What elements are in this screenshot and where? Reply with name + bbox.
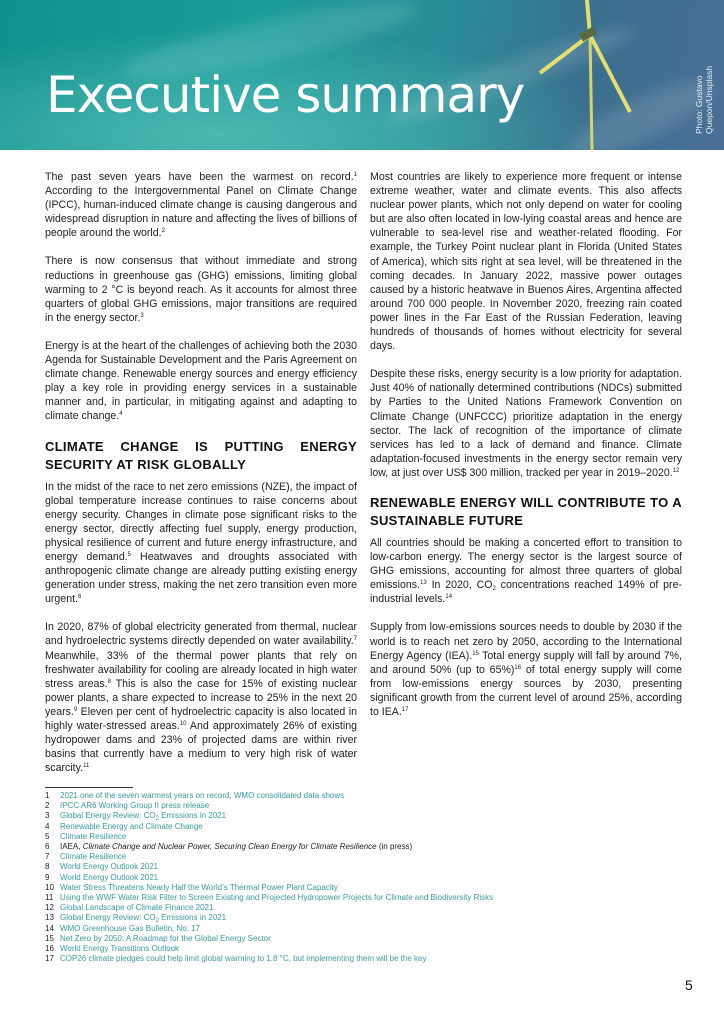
footnote-item	[45, 944, 493, 954]
footnote-number: 11	[45, 893, 54, 903]
page-title: Executive summary	[46, 66, 525, 124]
footnote-number: 16	[45, 944, 54, 954]
paragraph	[370, 170, 682, 353]
footnote-item	[45, 862, 493, 872]
footnote-item	[45, 822, 493, 832]
footnotes	[45, 791, 493, 964]
footnote-divider	[45, 787, 133, 788]
text-run: Total energy supply will fall by around 7%, and around 50% (up to 65%)	[370, 649, 682, 676]
text-run: Net Zero by 2050: A Roadmap for the Global Energy Sector	[60, 933, 271, 943]
paragraph	[370, 536, 682, 606]
footnote-ref[interactable]: 10	[179, 721, 187, 727]
footnote-link[interactable]	[60, 944, 179, 953]
footnote-number: 12	[45, 903, 54, 913]
text-run: Eleven per cent of hydroelectric capacity is also located in highly water-stressed areas.	[45, 705, 357, 732]
footnote-item	[45, 883, 493, 893]
text-run: RENEWABLE ENERGY WILL CONTRIBUTE TO A SUSTAINABLE FUTURE	[370, 494, 682, 528]
text-run: Global Energy Review: CO	[60, 811, 156, 821]
text-run: In 2020, 87% of global electricity generated from thermal, nuclear and hydroelectric systems directly depended on water availability.	[45, 621, 357, 648]
footnote-item	[45, 913, 493, 923]
text-run: WMO Greenhouse Gas Bulletin, No. 17	[60, 923, 201, 933]
footnote-number: 7	[45, 852, 50, 862]
text-run: CLIMATE CHANGE IS PUTTING ENERGY SECURITY AT RISK GLOBALLY	[45, 438, 357, 472]
text-run: In the midst of the race to net zero emissions (NZE), the impact of global temperature increase continues to raise concerns about energy security. Changes in climate pose significant risks to the energy sector, directly affecting fuel supply, energy production, physical resilience of current and future energy infrastructure, and energy demand.	[45, 480, 357, 563]
footnote-number: 9	[45, 872, 50, 882]
text-run: of total energy supply will come from low-emissions energy sources by 2030, presenting significant growth from the current level of around 25%, according to IEA.	[370, 663, 682, 718]
text-run: There is now consensus that without immediate and strong reductions in greenhouse gas (GHG) emissions, limiting global warming to 2 °C is beyond reach. As it accounts for almost three quarters of global GHG emissions, major transitions are required in the energy sector.	[45, 255, 357, 324]
footnote-link[interactable]	[60, 883, 338, 892]
footnote-ref[interactable]: 2	[161, 228, 165, 235]
footnote-item	[45, 791, 493, 801]
text-run: According to the Intergovernmental Panel on Climate Change (IPCC), human-induced climate change is causing dangerous and widespread disruption in nature and affecting the lives of billions of people around the world.	[45, 185, 357, 240]
footnote-link[interactable]	[60, 954, 427, 963]
footnote-link[interactable]	[60, 913, 227, 925]
text-run: Energy is at the heart of the challenges of achieving both the 2030 Agenda for Sustainable Development and the Paris Agreement on climate change. Renewable energy sources and energy efficiency play a key role in providing energy services in a sustainable manner and, in particular, in mitigating against and adapting to climate change.	[45, 339, 357, 423]
footnote-link[interactable]	[60, 811, 227, 823]
footnote-item	[45, 893, 493, 903]
footnote-ref[interactable]: 6	[77, 594, 82, 601]
text-run: Global Energy Review: CO	[60, 913, 156, 923]
text-run: Climate Resilience	[60, 852, 127, 862]
footnote-link[interactable]	[60, 852, 126, 861]
text-run: Despite these risks, energy security is a low priority for adaptation. Just 40% of nationally determined contributions (NDCs) submitted by Parties to the United Nations Framework Convention on Climate Change (UNFCCC) prioritize adaptation in the energy sector. The lack of recognition of the importance of climate services has led to a lack of demand and finance. Climate adaptation-focused investments in the energy sector remain very low, at just over US$ 300 million, tracked per year in 2019–2020.	[370, 368, 682, 479]
photo-credit	[694, 66, 714, 134]
paragraph	[370, 620, 682, 719]
footnote-link[interactable]	[60, 791, 344, 800]
text-run: (in press)	[376, 842, 413, 852]
footnote-link[interactable]	[60, 801, 209, 810]
footnote-number: 17	[45, 954, 54, 964]
footnote-link[interactable]	[60, 924, 200, 933]
footnote-ref[interactable]: 12	[672, 467, 680, 474]
footnote-item	[45, 852, 493, 862]
text-run: COP26 climate pledges could help limit global warming to 1.8 °C, but implementing them will be the key	[60, 954, 427, 964]
footnote-link[interactable]	[60, 903, 213, 912]
footnote-link[interactable]	[60, 822, 203, 831]
photo-credit-line: Photo: Gustavo	[694, 75, 704, 134]
footnote-ref[interactable]: 4	[119, 411, 123, 418]
footnote-number: 2	[45, 801, 50, 811]
footnote-item	[45, 832, 493, 842]
section-heading	[370, 494, 682, 530]
text-run: Emissions in 2021	[158, 913, 227, 923]
section-heading	[45, 438, 357, 474]
footnote-link[interactable]	[60, 873, 158, 882]
footnote-ref[interactable]: 14	[445, 594, 453, 601]
paragraph	[370, 367, 682, 480]
footnote-number: 13	[45, 913, 54, 923]
footnote-item	[45, 801, 493, 811]
footnote-number: 3	[45, 811, 50, 821]
footnote-number: 15	[45, 933, 54, 943]
text-run: Emissions in 2021	[158, 811, 227, 821]
footnote-item	[45, 903, 493, 913]
text-run: The past seven years have been the warmest on record.	[45, 171, 354, 183]
footnote-item	[45, 934, 493, 944]
footnote-ref[interactable]: 17	[401, 707, 409, 713]
footnote-ref[interactable]: 5	[127, 551, 132, 558]
footnote-ref[interactable]: 1	[353, 172, 357, 178]
footnote-number: 8	[45, 862, 50, 872]
header-banner-photo	[0, 0, 724, 150]
text-run: Using the WWF Water Risk Filter to Screen Existing and Projected Hydropower Projects for Climate and Biodiversity Risks	[60, 893, 494, 903]
footnote-number: 5	[45, 831, 50, 841]
footnote-number: 1	[45, 791, 50, 800]
left-column	[45, 170, 357, 789]
right-column	[370, 170, 682, 733]
text-run: Heatwaves and droughts associated with anthropogenic climate change are already putting existing energy generation under stress, making the net zero transition even more urgent.	[45, 550, 358, 606]
text-run: Most countries are likely to experience more frequent or intense extreme weather, water and climate events. This also affects nuclear power plants, which not only depend on water for cooling but are also often located in low-lying coastal areas and hence are vulnerable to sea-level rise and weather-related flooding. For example, the Turkey Point nuclear plant in Florida (United States of America), which sits right at sea level, will be threatened in the coming decades. In January 2022, massive power outages caused by a historic heatwave in Buenos Aires, Argentina affected around 700 000 people. In November 2020, freezing rain coated power lines in the Far East of the Russian Federation, leaving hundreds of thousands of homes without electricity for several days.	[370, 171, 682, 353]
photo-credit-line: Quepon/Unsplash	[704, 65, 714, 134]
text-run: This is also the case for 15% of existing nuclear power plants, a share expected to increase to 25% in the next 20 years.	[45, 677, 358, 718]
paragraph	[45, 254, 357, 324]
paragraph	[45, 170, 357, 240]
subscript: 2	[492, 586, 496, 593]
text-run: Global Landscape of Climate Finance 2021	[60, 903, 214, 913]
paragraph	[45, 339, 357, 424]
paragraph	[45, 620, 357, 775]
footnote-text	[60, 842, 412, 851]
footnote-ref[interactable]: 9	[73, 706, 78, 713]
footnote-ref[interactable]: 3	[140, 312, 144, 319]
italic-text: Climate Change and Nuclear Power, Securing Clean Energy for Climate Resilience	[82, 842, 377, 852]
footnote-item	[45, 954, 493, 964]
text-run: Renewable Energy and Climate Change	[60, 821, 203, 831]
text-run: concentrations reached 149% of pre-industrial levels.	[370, 579, 682, 606]
wind-turbine-icon	[530, 0, 670, 150]
footnote-number: 10	[45, 882, 54, 892]
footnote-ref[interactable]: 7	[353, 636, 357, 643]
footnote-link[interactable]	[60, 832, 126, 841]
footnote-item	[45, 924, 493, 934]
text-run: Meanwhile, 33% of the thermal power plants that rely on freshwater availability for cooling are already located in high water stress areas.	[45, 649, 357, 690]
footnote-ref[interactable]: 16	[514, 664, 522, 671]
footnote-ref[interactable]: 15	[472, 650, 479, 657]
footnote-link[interactable]	[60, 893, 493, 902]
footnote-number: 6	[45, 842, 50, 852]
text-run: And approximately 26% of existing hydropower dams and 23% of projected dams are within river basins that currently have a medium to very high risk of water scarcity.	[45, 720, 357, 775]
footnote-ref[interactable]: 13	[420, 580, 427, 587]
text-run: World Energy Outlook 2021	[60, 872, 159, 882]
footnote-item	[45, 842, 493, 852]
text-run: All countries should be making a concerted effort to transition to low-carbon energy. The energy sector is the largest source of GHG emissions, accounting for almost three quarters of global emissions.	[370, 536, 682, 592]
text-run: World Energy Outlook 2021	[60, 862, 159, 872]
text-run: Climate Resilience	[60, 831, 127, 841]
page-number: 5	[685, 977, 693, 993]
text-run: Water Stress Threatens Nearly Half the World’s Thermal Power Plant Capacity	[60, 882, 338, 892]
text-run: Supply from low-emissions sources needs to double by 2030 if the world is to reach net zero by 2050, according to the International Energy Agency (IEA).	[370, 621, 682, 662]
footnote-link[interactable]	[60, 934, 271, 943]
text-run: World Energy Transitions Outlook	[60, 944, 180, 954]
subscript: 2	[155, 816, 159, 823]
footnote-ref[interactable]: 11	[83, 763, 90, 770]
text-run: In 2020, CO	[426, 579, 493, 592]
text-run: IPCC AR6 Working Group II press release	[60, 801, 210, 811]
footnote-ref[interactable]: 8	[107, 678, 111, 685]
subscript: 2	[155, 918, 159, 925]
text-run: IAEA,	[60, 842, 83, 852]
text-run: 2021 one of the seven warmest years on record, WMO consolidated data shows	[60, 791, 345, 800]
footnote-link[interactable]	[60, 862, 158, 871]
footnote-item	[45, 873, 493, 883]
paragraph	[45, 480, 357, 607]
footnote-number: 4	[45, 821, 50, 831]
footnote-item	[45, 811, 493, 821]
footnote-number: 14	[45, 923, 54, 933]
